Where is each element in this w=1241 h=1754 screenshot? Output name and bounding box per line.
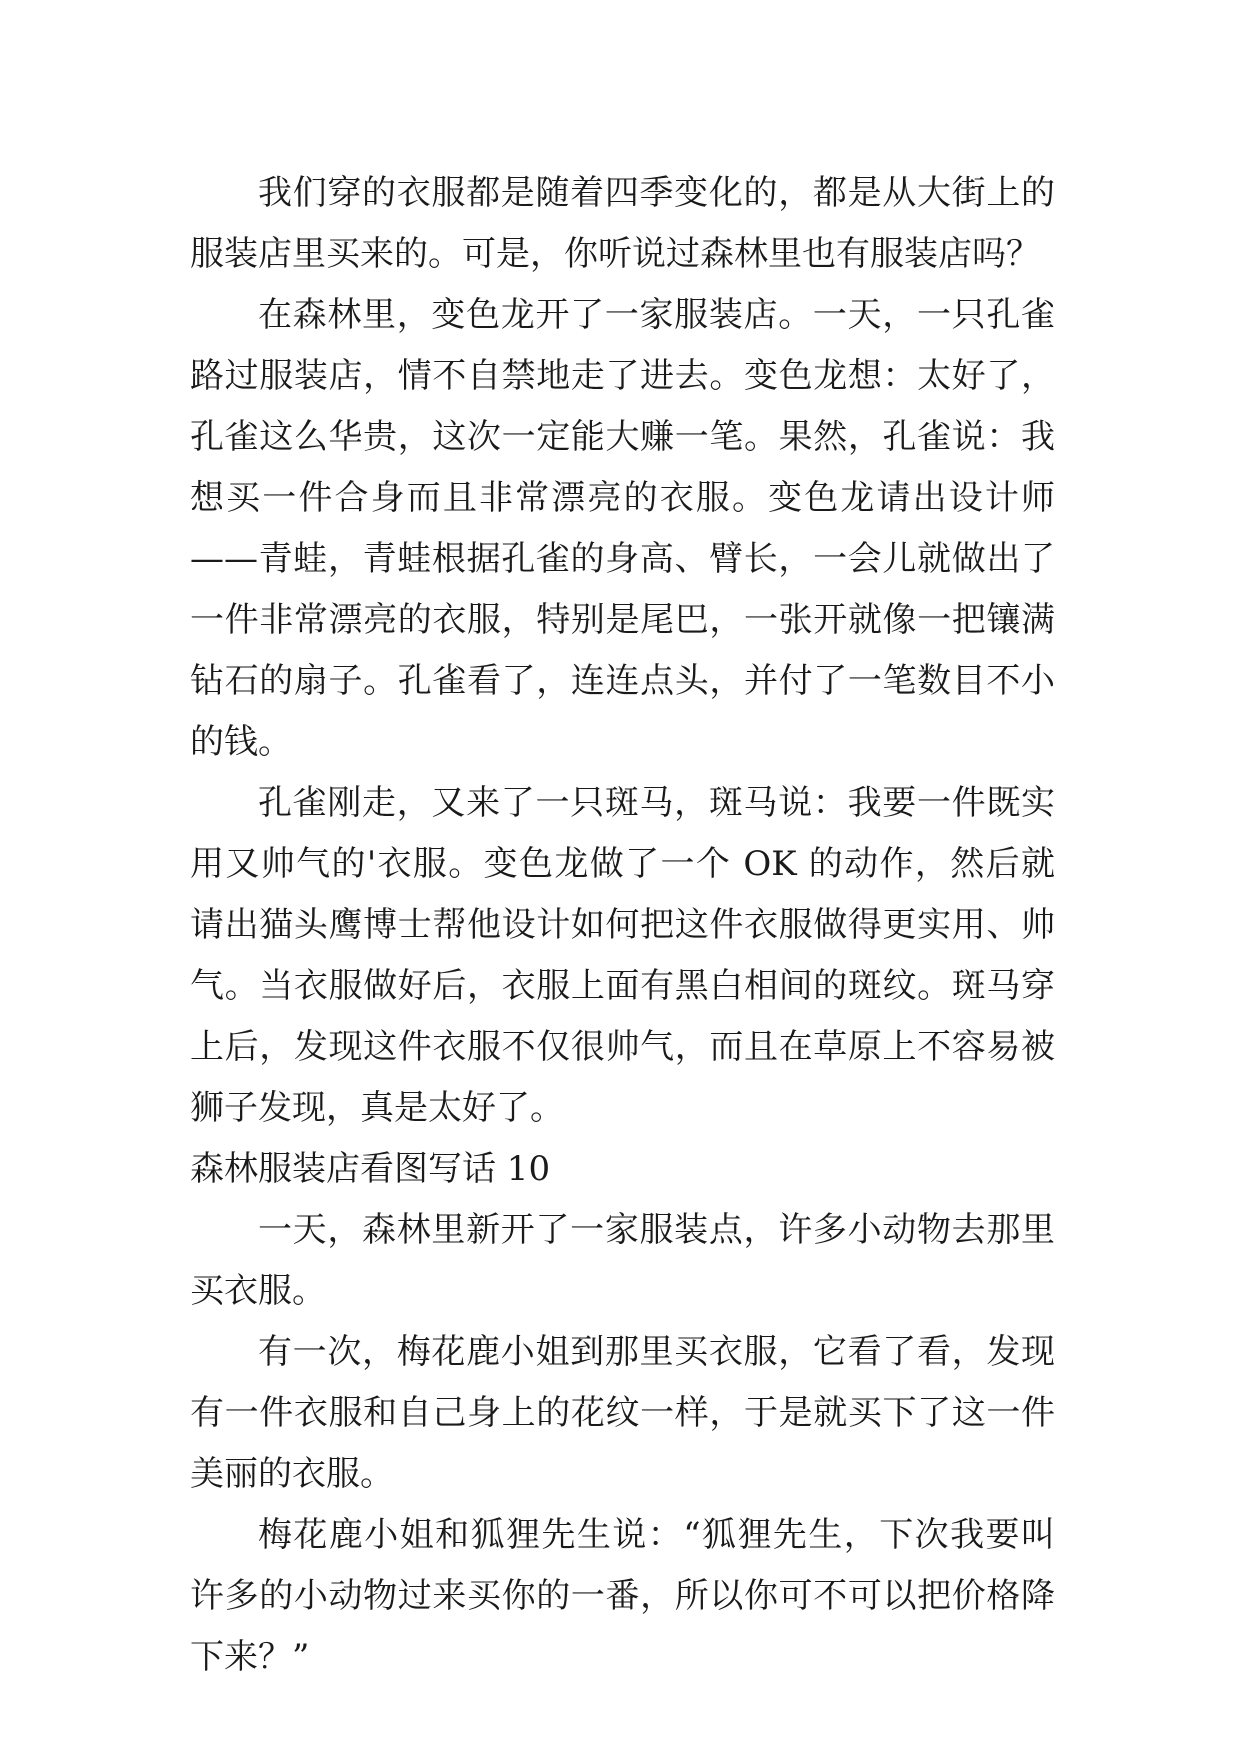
section-heading: 森林服装店看图写话 10 bbox=[190, 1149, 551, 1189]
document-page bbox=[190, 163, 1055, 1688]
paragraph-deer-fox: 梅花鹿小姐和狐狸先生说：“狐狸先生，下次我要叫许多的小动物过来买你的一番，所以你可不可以把价格降下来？” bbox=[190, 1515, 1055, 1677]
paragraph-peacock: 在森林里，变色龙开了一家服装店。一天，一只孔雀路过服装店，情不自禁地走了进去。变色龙想：太好了，孔雀这么华贵，这次一定能大赚一笔。果然，孔雀说：我想买一件合身而且非常漂亮的衣服。变色龙请出设计师——青蛙，青蛙根据孔雀的身高、臂长，一会儿就做出了一件非常漂亮的衣服，特别是尾巴，一张开就像一把镶满钻石的扇子。孔雀看了，连连点头，并付了一笔数目不小的钱。 bbox=[190, 295, 1055, 762]
paragraph-intro: 我们穿的衣服都是随着四季变化的，都是从大街上的服装店里买来的。可是，你听说过森林里也有服装店吗？ bbox=[190, 173, 1055, 274]
paragraph-new-shop: 一天，森林里新开了一家服装点，许多小动物去那里买衣服。 bbox=[190, 1210, 1055, 1311]
paragraph-deer: 有一次，梅花鹿小姐到那里买衣服，它看了看，发现有一件衣服和自己身上的花纹一样，于是就买下了这一件美丽的衣服。 bbox=[190, 1332, 1055, 1494]
paragraph-zebra: 孔雀刚走，又来了一只斑马，斑马说：我要一件既实用又帅气的'衣服。变色龙做了一个 OK 的动作，然后就请出猫头鹰博士帮他设计如何把这件衣服做得更实用、帅气。当衣服做好后，衣服上面有黑白相间的斑纹。斑马穿上后，发现这件衣服不仅很帅气，而且在草原上不容易被狮子发现，真是太好了。 bbox=[190, 783, 1055, 1128]
